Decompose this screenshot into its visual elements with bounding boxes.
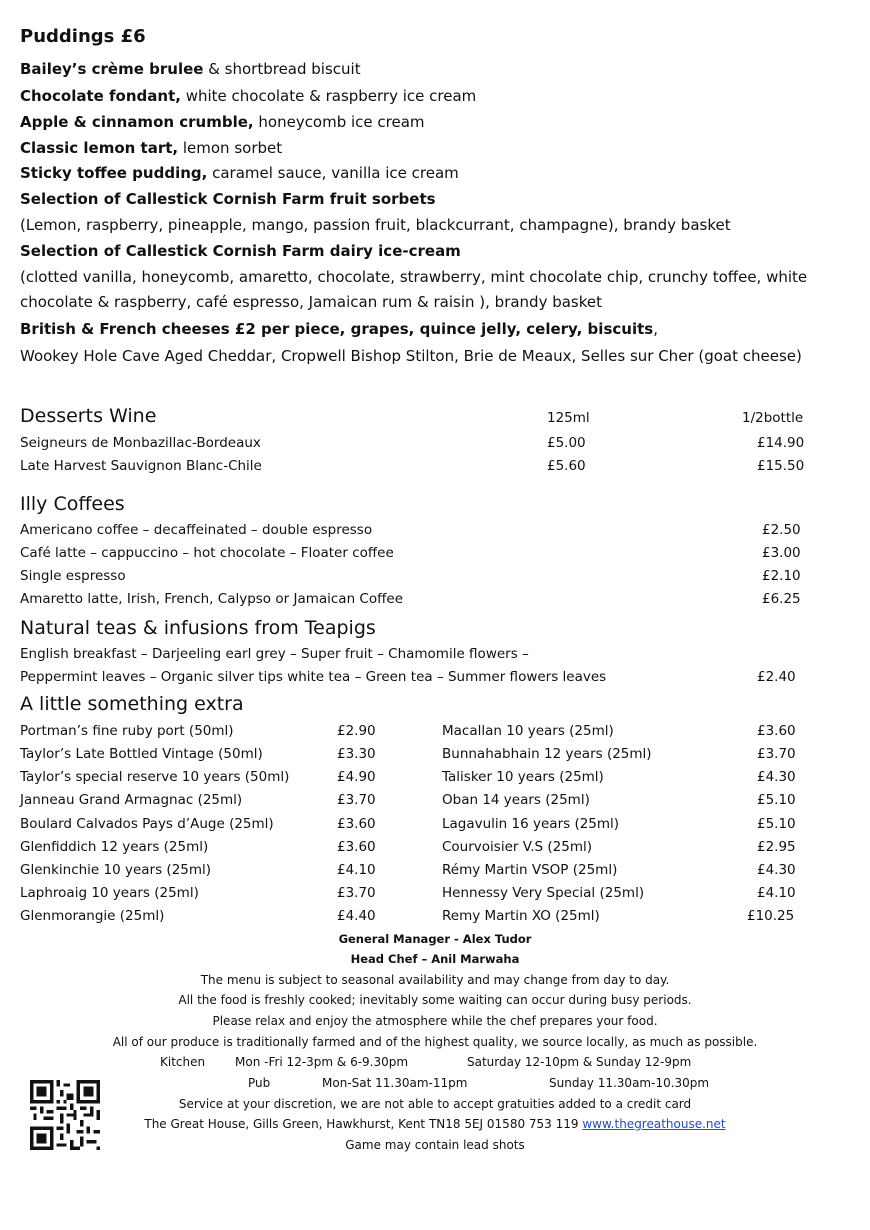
extra-right-price: £4.30 xyxy=(757,769,796,785)
kitchen-label: Kitchen xyxy=(160,1055,206,1069)
footer-note: The menu is subject to seasonal availability and may change from day to day. xyxy=(200,973,670,987)
extra-left-price: £3.30 xyxy=(337,746,376,762)
extra-right-name: Hennessy Very Special (25ml) xyxy=(442,885,645,901)
extra-right-name: Oban 14 years (25ml) xyxy=(442,792,590,808)
footer-note: All of our produce is traditionally farmed and of the highest quality, we source locally, as much as possible. xyxy=(112,1035,758,1049)
coffee-name: Amaretto latte, Irish, French, Calypso or Jamaican Coffee xyxy=(20,591,404,607)
extra-right-price: £5.10 xyxy=(757,792,796,808)
extra-right-name: Remy Martin XO (25ml) xyxy=(442,908,600,924)
pudding-item: Bailey’s crème brulee & shortbread biscuit xyxy=(20,60,361,78)
coffee-name: Single espresso xyxy=(20,568,126,584)
sorbet-detail: (Lemon, raspberry, pineapple, mango, passion fruit, blackcurrant, champagne), brandy basket xyxy=(20,216,731,234)
extra-left-name: Janneau Grand Armagnac (25ml) xyxy=(20,792,243,808)
extra-right-price: £3.70 xyxy=(757,746,796,762)
wine-half-price: £14.90 xyxy=(757,435,805,451)
address: The Great House, Gills Green, Hawkhurst, Kent TN18 5EJ 01580 753 119 www.thegreathouse.net xyxy=(144,1117,726,1131)
service-note: Service at your discretion, we are not able to accept gratuities added to a credit card xyxy=(178,1097,692,1111)
pub-weekday-hours: Mon-Sat 11.30am-11pm xyxy=(322,1076,468,1090)
coffee-price: £2.10 xyxy=(762,568,801,584)
extra-left-price: £3.60 xyxy=(337,816,376,832)
teas-price: £2.40 xyxy=(757,669,796,685)
extra-right-price: £4.10 xyxy=(757,885,796,901)
pudding-item: Chocolate fondant, white chocolate & raspberry ice cream xyxy=(20,87,477,105)
dessert-wine-col-half: 1/2bottle xyxy=(742,410,804,426)
cheese-name: British & French cheeses £2 per piece, grapes, quince jelly, celery, biscuits, xyxy=(20,320,658,338)
extra-left-price: £4.90 xyxy=(337,769,376,785)
cheese-detail: Wookey Hole Cave Aged Cheddar, Cropwell Bishop Stilton, Brie de Meaux, Selles sur Cher (goat cheese) xyxy=(20,347,802,365)
extra-left-name: Boulard Calvados Pays d’Auge (25ml) xyxy=(20,816,274,832)
footer-note: All the food is freshly cooked; inevitably some waiting can occur during busy periods. xyxy=(178,993,692,1007)
coffee-price: £2.50 xyxy=(762,522,801,538)
extra-left-price: £2.90 xyxy=(337,723,376,739)
game-note: Game may contain lead shots xyxy=(345,1138,525,1152)
extra-left-price: £4.40 xyxy=(337,908,376,924)
extra-left-price: £4.10 xyxy=(337,862,376,878)
wine-half-price: £15.50 xyxy=(757,458,805,474)
pudding-item: Sticky toffee pudding, caramel sauce, vanilla ice cream xyxy=(20,164,459,182)
coffee-price: £3.00 xyxy=(762,545,801,561)
extra-left-price: £3.70 xyxy=(337,792,376,808)
qr-code-icon[interactable] xyxy=(30,1080,100,1150)
extra-left-name: Glenfiddich 12 years (25ml) xyxy=(20,839,209,855)
coffee-name: Café latte – cappuccino – hot chocolate – Floater coffee xyxy=(20,545,394,561)
coffee-price: £6.25 xyxy=(762,591,801,607)
extra-right-price: £4.30 xyxy=(757,862,796,878)
teas-title: Natural teas & infusions from Teapigs xyxy=(20,617,376,639)
extra-right-price: £3.60 xyxy=(757,723,796,739)
extra-title: A little something extra xyxy=(20,693,244,715)
head-chef: Head Chef – Anil Marwaha xyxy=(350,952,520,966)
puddings-title: Puddings £6 xyxy=(20,26,146,47)
pub-sunday-hours: Sunday 11.30am-10.30pm xyxy=(549,1076,710,1090)
footer-note: Please relax and enjoy the atmosphere while the chef prepares your food. xyxy=(212,1014,658,1028)
extra-left-name: Laphroaig 10 years (25ml) xyxy=(20,885,199,901)
coffees-title: Illy Coffees xyxy=(20,493,125,515)
extra-right-price: £2.95 xyxy=(757,839,796,855)
extra-left-name: Taylor’s special reserve 10 years (50ml) xyxy=(20,769,290,785)
wine-glass-price: £5.60 xyxy=(547,458,586,474)
extra-right-name: Lagavulin 16 years (25ml) xyxy=(442,816,620,832)
kitchen-weekend-hours: Saturday 12-10pm & Sunday 12-9pm xyxy=(467,1055,692,1069)
extra-right-name: Courvoisier V.S (25ml) xyxy=(442,839,592,855)
pub-label: Pub xyxy=(248,1076,271,1090)
extra-right-name: Rémy Martin VSOP (25ml) xyxy=(442,862,618,878)
pudding-item: Apple & cinnamon crumble, honeycomb ice cream xyxy=(20,113,425,131)
wine-name: Seigneurs de Monbazillac-Bordeaux xyxy=(20,435,261,451)
extra-left-name: Taylor’s Late Bottled Vintage (50ml) xyxy=(20,746,263,762)
extra-left-name: Glenkinchie 10 years (25ml) xyxy=(20,862,212,878)
extra-left-name: Portman’s fine ruby port (50ml) xyxy=(20,723,234,739)
extra-left-name: Glenmorangie (25ml) xyxy=(20,908,165,924)
wine-name: Late Harvest Sauvignon Blanc-Chile xyxy=(20,458,262,474)
dessert-wine-col-glass: 125ml xyxy=(547,410,590,426)
dessert-wine-title: Desserts Wine xyxy=(20,405,157,427)
pudding-item: Selection of Callestick Cornish Farm fruit sorbets xyxy=(20,190,436,208)
wine-glass-price: £5.00 xyxy=(547,435,586,451)
icecream-name: Selection of Callestick Cornish Farm dairy ice-cream xyxy=(20,242,461,260)
teas-line-1: English breakfast – Darjeeling earl grey – Super fruit – Chamomile flowers – xyxy=(20,646,529,662)
extra-left-price: £3.60 xyxy=(337,839,376,855)
extra-right-price: £5.10 xyxy=(757,816,796,832)
kitchen-weekday-hours: Mon -Fri 12-3pm & 6-9.30pm xyxy=(235,1055,409,1069)
coffee-name: Americano coffee – decaffeinated – double espresso xyxy=(20,522,373,538)
icecream-detail-2: chocolate & raspberry, café espresso, Jamaican rum & raisin ), brandy basket xyxy=(20,293,603,311)
extra-right-price: £10.25 xyxy=(747,908,795,924)
extra-right-name: Macallan 10 years (25ml) xyxy=(442,723,614,739)
general-manager: General Manager - Alex Tudor xyxy=(338,932,532,946)
extra-left-price: £3.70 xyxy=(337,885,376,901)
icecream-detail-1: (clotted vanilla, honeycomb, amaretto, chocolate, strawberry, mint chocolate chip, crunchy toffee, white xyxy=(20,268,808,286)
extra-right-name: Talisker 10 years (25ml) xyxy=(442,769,604,785)
extra-right-name: Bunnahabhain 12 years (25ml) xyxy=(442,746,652,762)
website-link[interactable]: www.thegreathouse.net xyxy=(582,1117,726,1131)
teas-line-2: Peppermint leaves – Organic silver tips white tea – Green tea – Summer flowers leaves xyxy=(20,669,607,685)
pudding-item: Classic lemon tart, lemon sorbet xyxy=(20,139,283,157)
